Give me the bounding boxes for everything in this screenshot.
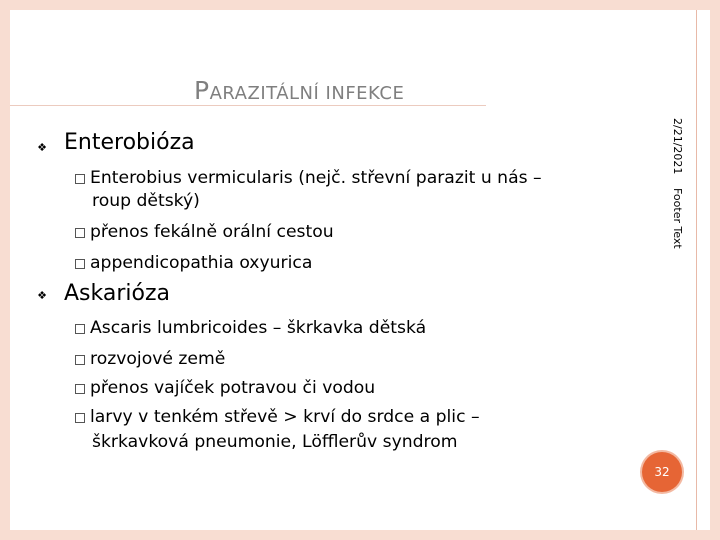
section-heading: Enterobióza bbox=[64, 130, 195, 155]
title-initial: P bbox=[194, 76, 210, 105]
slide-footer: Footer Text bbox=[671, 188, 684, 249]
list-item bbox=[75, 167, 542, 189]
list-item-text: Enterobius vermicularis (nejč. střevní parazit u nás – bbox=[90, 168, 542, 188]
list-item-text: appendicopathia oxyurica bbox=[90, 253, 313, 273]
checkbox-bullet-icon bbox=[75, 259, 85, 269]
list-item bbox=[75, 348, 225, 370]
list-item-continuation: roup dětský) bbox=[92, 191, 200, 211]
slide-date: 2/21/2021 bbox=[671, 118, 684, 175]
checkbox-bullet-icon bbox=[75, 174, 85, 184]
list-item bbox=[75, 377, 375, 399]
list-item bbox=[75, 252, 312, 274]
list-item-text: Ascaris lumbricoides – škrkavka dětská bbox=[90, 318, 427, 338]
checkbox-bullet-icon bbox=[75, 384, 85, 394]
section-heading: Askarióza bbox=[64, 281, 170, 306]
checkbox-bullet-icon bbox=[75, 413, 85, 423]
list-item-continuation: škrkavková pneumonie, Löfflerův syndrom bbox=[92, 432, 458, 452]
diamond-bullet-icon: ❖ bbox=[37, 141, 47, 154]
list-item-text: přenos vajíček potravou či vodou bbox=[90, 378, 376, 398]
list-item bbox=[75, 221, 334, 243]
list-item-text: přenos fekálně orální cestou bbox=[90, 222, 334, 242]
checkbox-bullet-icon bbox=[75, 228, 85, 238]
list-item bbox=[75, 406, 480, 428]
list-item-text: larvy v tenkém střevě > krví do srdce a plic – bbox=[90, 407, 480, 427]
list-item-text: rozvojové země bbox=[90, 349, 226, 369]
title-underline bbox=[10, 105, 486, 106]
title-text: ARAZITÁLNÍ INFEKCE bbox=[209, 83, 405, 104]
frame-divider bbox=[696, 10, 697, 530]
checkbox-bullet-icon bbox=[75, 324, 85, 334]
page-number-badge: 32 bbox=[642, 452, 682, 492]
slide-title bbox=[194, 76, 404, 105]
diamond-bullet-icon: ❖ bbox=[37, 289, 47, 302]
checkbox-bullet-icon bbox=[75, 355, 85, 365]
list-item bbox=[75, 317, 426, 339]
